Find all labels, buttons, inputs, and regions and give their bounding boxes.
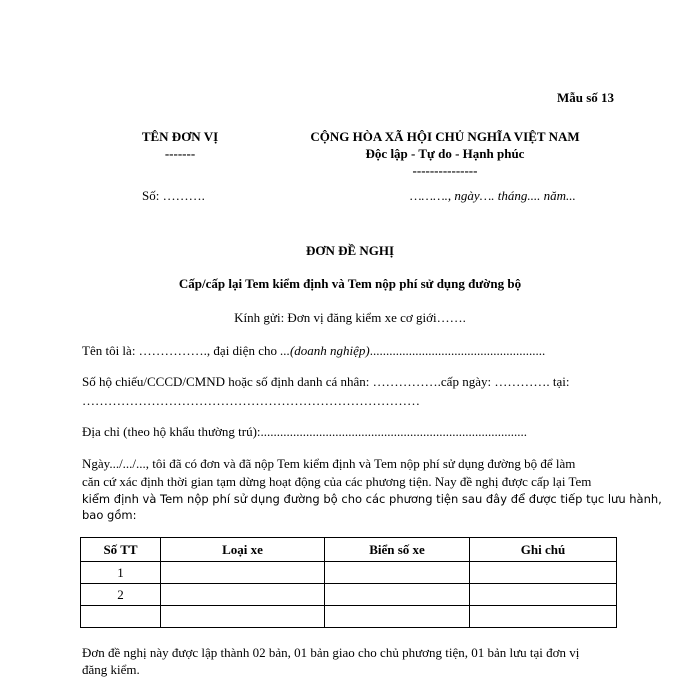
name-prefix: Tên tôi là: ……………., đại diện cho [82, 343, 281, 358]
cell-vehicle-type [161, 562, 325, 584]
name-field-line [82, 343, 545, 359]
cell-plate-number [325, 606, 470, 628]
id-field-continuation: …………………………………………………………………… [82, 393, 420, 408]
cell-notes [470, 562, 617, 584]
cell-no [81, 606, 161, 628]
table-header-row [81, 538, 617, 562]
cell-notes [470, 606, 617, 628]
header-vehicle-type: Loại xe [161, 538, 325, 562]
cell-vehicle-type [161, 606, 325, 628]
header-no: Số TT [81, 538, 161, 562]
unit-block [120, 128, 240, 162]
nation-name: CỘNG HÒA XÃ HỘI CHỦ NGHĨA VIỆT NAM [310, 129, 580, 144]
body-line-1: Ngày.../.../..., tôi đã có đơn và đã nộp Tem kiểm định và Tem nộp phí sử dụng đường bộ để làm [82, 456, 576, 471]
header-notes: Ghi chú [470, 538, 617, 562]
unit-rule: ------- [164, 146, 196, 161]
motto: Độc lập - Tự do - Hạnh phúc [365, 146, 525, 161]
cell-vehicle-type [161, 584, 325, 606]
header-plate-number: Biển số xe [325, 538, 470, 562]
footer-line-1: Đơn đề nghị này được lập thành 02 bản, 01 bản giao cho chủ phương tiện, 01 bản lưu tại đơn vị [82, 645, 580, 660]
doc-title: ĐƠN ĐỀ NGHỊ [305, 243, 395, 258]
cell-plate-number [325, 562, 470, 584]
nation-block [285, 128, 605, 179]
form-number: Mẫu số 13 [557, 90, 615, 105]
cell-no: 2 [81, 584, 161, 606]
body-line-3: kiểm định và Tem nộp phí sử dụng đường bộ cho các phương tiện sau đây để được tiếp tục lưu hành, [82, 492, 662, 506]
date-line: ………., ngày…. tháng.... năm... [410, 188, 576, 203]
table-row [81, 606, 617, 628]
recipient-line: Kính gửi: Đơn vị đăng kiểm xe cơ giới……. [234, 310, 466, 325]
cell-no: 1 [81, 562, 161, 584]
footer-line-2: đăng kiểm. [82, 662, 140, 677]
doc-number: Số: ………. [142, 188, 205, 203]
cell-notes [470, 584, 617, 606]
doc-subtitle: Cấp/cấp lại Tem kiểm định và Tem nộp phí sử dụng đường bộ [178, 276, 522, 291]
unit-name: TÊN ĐƠN VỊ [141, 129, 219, 144]
motto-rule: --------------- [412, 163, 478, 178]
name-business: ...(doanh nghiệp) [280, 343, 370, 358]
name-suffix: ...................................................... [369, 343, 546, 358]
address-field-line: Địa chỉ (theo hộ khẩu thường trú):.................................................................................. [82, 424, 528, 439]
vehicle-table [80, 537, 617, 628]
body-line-2: căn cứ xác định thời gian tạm dừng hoạt động của các phương tiện. Nay đề nghị được cấp lại Tem [82, 474, 592, 489]
table-row [81, 562, 617, 584]
table-row [81, 584, 617, 606]
id-field-line: Số hộ chiếu/CCCD/CMND hoặc số định danh cá nhân: …………….cấp ngày: …………. tại: [82, 374, 570, 389]
cell-plate-number [325, 584, 470, 606]
body-line-4: bao gồm: [82, 508, 137, 522]
